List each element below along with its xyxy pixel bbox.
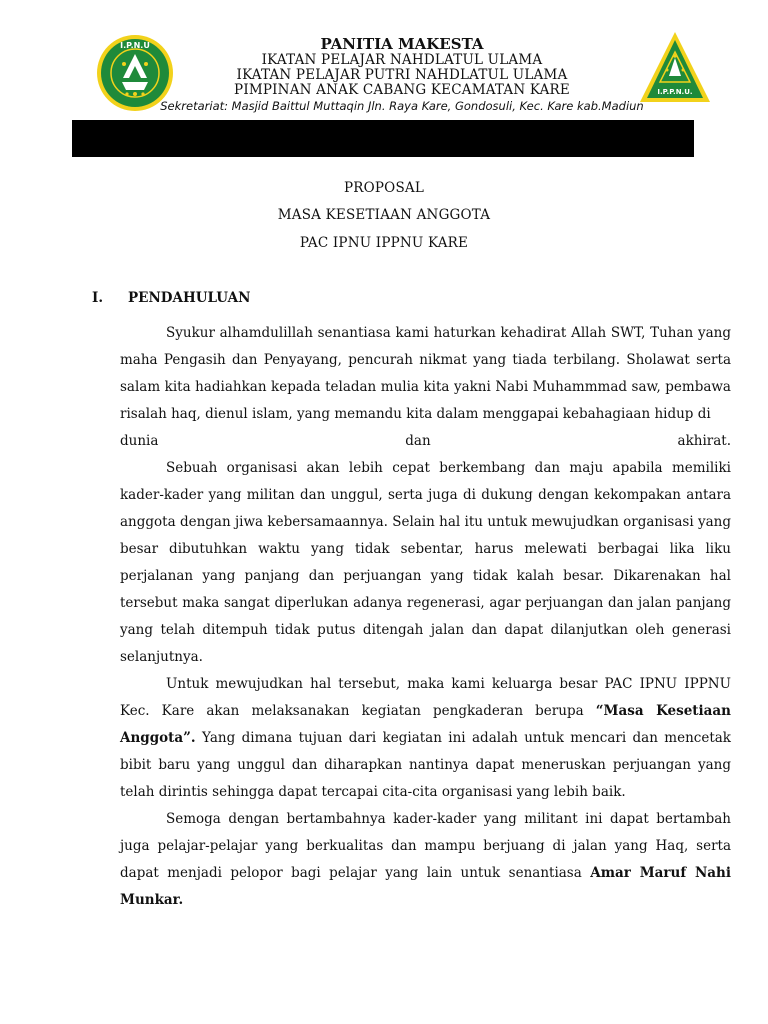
proposal-organization: PAC IPNU IPPNU KARE bbox=[299, 235, 469, 251]
paragraph-3-text-b: Yang dimana tujuan dari kegiatan ini adalah untuk mencari dan mencetak bibit baru yang unggul dan diharapkan nantinya dapat meneruskan perjuangan yang telah dirintis sehingga dapat tercapai cita-cita organisasi yang lebih baik. bbox=[120, 730, 731, 800]
letterhead-title: PANITIA MAKESTA bbox=[320, 35, 484, 53]
paragraph-2: Sebuah organisasi akan lebih cepat berkembang dan maju apabila memiliki kader-kader yang militan dan unggul, serta juga di dukung dengan kekompakan antara anggota dengan jiwa kebersamaannya. Selain hal itu untuk mewujudkan organisasi yang besar dibutuhkan waktu yang tidak sebentar, harus melewati berbagai lika liku perjalanan yang panjang dan perjuangan yang tidak kalah besar. Dikarenakan hal tersebut maka sangat diperlukan adanya regenerasi, agar perjuangan dan jalan panjang yang telah ditempuh tidak putus ditengah jalan dan dapat dilanjutkan oleh generasi selanjutnya. bbox=[120, 460, 731, 665]
ipnu-logo-text: I.P.N.U bbox=[120, 41, 150, 50]
paragraph-3-bold: “Masa Kesetiaan Anggota”. bbox=[120, 703, 731, 746]
header-divider-bar bbox=[72, 120, 694, 157]
paragraph-4-bold: Amar Maruf Nahi Munkar. bbox=[120, 865, 731, 908]
proposal-subtitle: MASA KESETIAAN ANGGOTA bbox=[277, 207, 491, 223]
letterhead-line-ippnu: IKATAN PELAJAR PUTRI NAHDLATUL ULAMA bbox=[236, 67, 568, 83]
letterhead-line-ipnu: IKATAN PELAJAR NAHDLATUL ULAMA bbox=[261, 52, 543, 68]
body-text bbox=[120, 320, 731, 914]
letterhead bbox=[150, 36, 654, 113]
section-title: PENDAHULUAN bbox=[128, 290, 251, 306]
paragraph-3 bbox=[120, 671, 731, 806]
secretariat-address: Sekretariat: Masjid Baittul Muttaqin Jln. Raya Kare, Gondosuli, Kec. Kare kab.Madiun bbox=[160, 99, 644, 113]
section-number: I. bbox=[92, 290, 104, 306]
paragraph-1-text: Syukur alhamdulillah senantiasa kami haturkan kehadirat Allah SWT, Tuhan yang maha Pengasih dan Penyayang, pencurah nikmat yang tiada terbilang. Sholawat serta salam kita hadiahkan kepada teladan mulia kita yakni Nabi Muhammmad saw, pembawa risalah haq, dienul islam, yang memandu kita dalam menggapai kebahagiaan hidup di bbox=[120, 325, 731, 422]
paragraph-1-last-line: dunia dan akhirat. bbox=[120, 433, 731, 449]
ippnu-logo-text: I.P.P.N.U. bbox=[657, 88, 693, 96]
paragraph-4 bbox=[120, 806, 731, 914]
section-heading bbox=[92, 290, 250, 306]
paragraph-1 bbox=[120, 320, 731, 428]
proposal-title: PROPOSAL bbox=[343, 180, 425, 196]
paragraph-4-text: Semoga dengan bertambahnya kader-kader yang militant ini dapat bertambah juga pelajar-pelajar yang berkualitas dan mampu berjuang di jalan yang Haq, serta dapat menjadi pelopor bagi pelajar yang lain untuk senantiasa bbox=[120, 811, 731, 881]
paragraph-3-text-a: Untuk mewujudkan hal tersebut, maka kami keluarga besar PAC IPNU IPPNU Kec. Kare akan melaksanakan kegiatan pengkaderan berupa bbox=[120, 676, 731, 719]
letterhead-line-pac: PIMPINAN ANAK CABANG KECAMATAN KARE bbox=[234, 82, 570, 98]
